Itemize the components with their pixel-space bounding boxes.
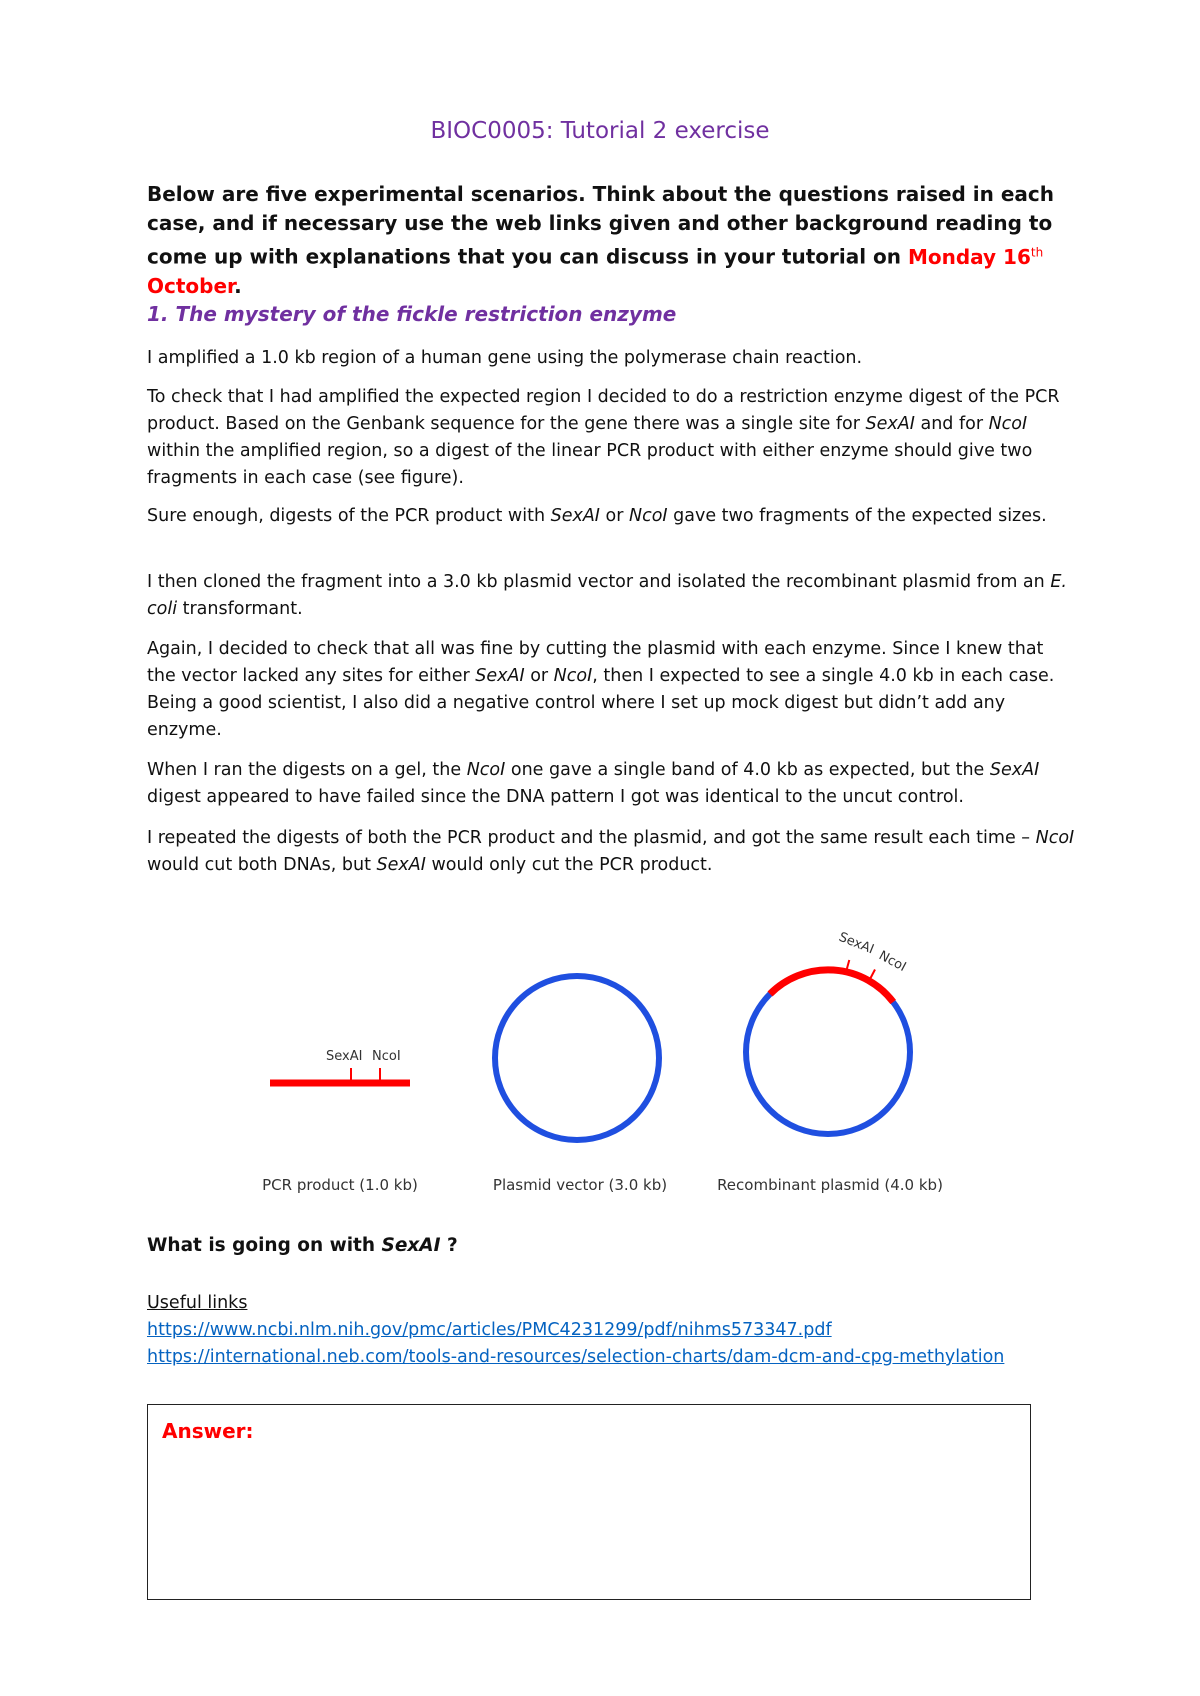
plasmid-vector-label: Plasmid vector (3.0 kb) — [492, 1176, 668, 1194]
tutorial-date: Monday 16th October — [147, 244, 1044, 298]
paragraph-5: Again, I decided to check that all was fine by cutting the plasmid with each enzyme. Since I knew that the vector lacked any sites for either SexAI or NcoI, then I expected to see a single 4.0 kb in each case. Being a good scientist, I also did a negative control where I set up mock digest but didn’t add any enzyme. — [147, 639, 1055, 740]
intro-text: Below are five experimental scenarios. Think about the questions raised in each case, and if necessary use the web links given and other background reading to come up with explanations that you can discuss in your tutorial on — [147, 182, 1055, 269]
paragraph-3: Sure enough, digests of the PCR product with SexAI or NcoI gave two fragments of the expected sizes. — [147, 506, 1047, 526]
rec-ncoi-label: NcoI — [876, 948, 909, 975]
paragraph-2: To check that I had amplified the expected region I decided to do a restriction enzyme digest of the PCR product. Based on the Genbank sequence for the gene there was a single site for SexAI and for NcoI within the amplified region, so a digest of the linear PCR product with either enzyme should give two fragments in each case (see figure). — [147, 387, 1060, 488]
recombinant-insert-arc — [770, 970, 893, 1002]
answer-label: Answer: — [162, 1419, 254, 1443]
ncbi-link[interactable]: https://www.ncbi.nlm.nih.gov/pmc/articles/PMC4231299/pdf/nihms573347.pdf — [147, 1320, 832, 1340]
recombinant-plasmid-diagram — [717, 930, 943, 1194]
intro-paragraph: Below are five experimental scenarios. Think about the questions raised in each case, and if necessary use the web links given and other background reading to come up with explanations that you can discuss in your tutorial on Monday 16th October. — [147, 182, 1055, 298]
pcr-product-diagram — [262, 1049, 418, 1194]
plasmid-vector-diagram — [493, 976, 667, 1194]
rec-sexai-label: SexAI — [836, 929, 876, 958]
paragraph-4: I then cloned the fragment into a 3.0 kb plasmid vector and isolated the recombinant plasmid from an E. coli transformant. — [147, 572, 1067, 619]
pcr-product-label: PCR product (1.0 kb) — [262, 1176, 418, 1194]
plasmid-vector-circle — [495, 976, 659, 1140]
paragraph-1: I amplified a 1.0 kb region of a human gene using the polymerase chain reaction. — [147, 348, 863, 368]
question-text: What is going on with SexAI ? — [147, 1235, 458, 1256]
pcr-ncoi-label: NcoI — [372, 1049, 401, 1064]
useful-links-label: Useful links — [147, 1293, 248, 1313]
pcr-sexai-label: SexAI — [326, 1049, 363, 1064]
paragraph-6: When I ran the digests on a gel, the NcoI one gave a single band of 4.0 kb as expected, but the SexAI digest appeared to have failed since the DNA pattern I got was identical to the uncut control. — [147, 760, 1040, 807]
neb-link[interactable]: https://international.neb.com/tools-and-resources/selection-charts/dam-dcm-and-cpg-methylation — [147, 1347, 1005, 1367]
paragraph-7: I repeated the digests of both the PCR product and the plasmid, and got the same result each time – NcoI would cut both DNAs, but SexAI would only cut the PCR product. — [147, 828, 1075, 875]
recombinant-plasmid-label: Recombinant plasmid (4.0 kb) — [717, 1176, 943, 1194]
useful-links — [147, 1290, 1107, 1371]
document-title: BIOC0005: Tutorial 2 exercise — [430, 118, 770, 144]
section-heading: 1. The mystery of the fickle restriction enzyme — [147, 302, 677, 326]
answer-box[interactable] — [147, 1404, 1031, 1600]
plasmid-figure — [0, 920, 1200, 1210]
